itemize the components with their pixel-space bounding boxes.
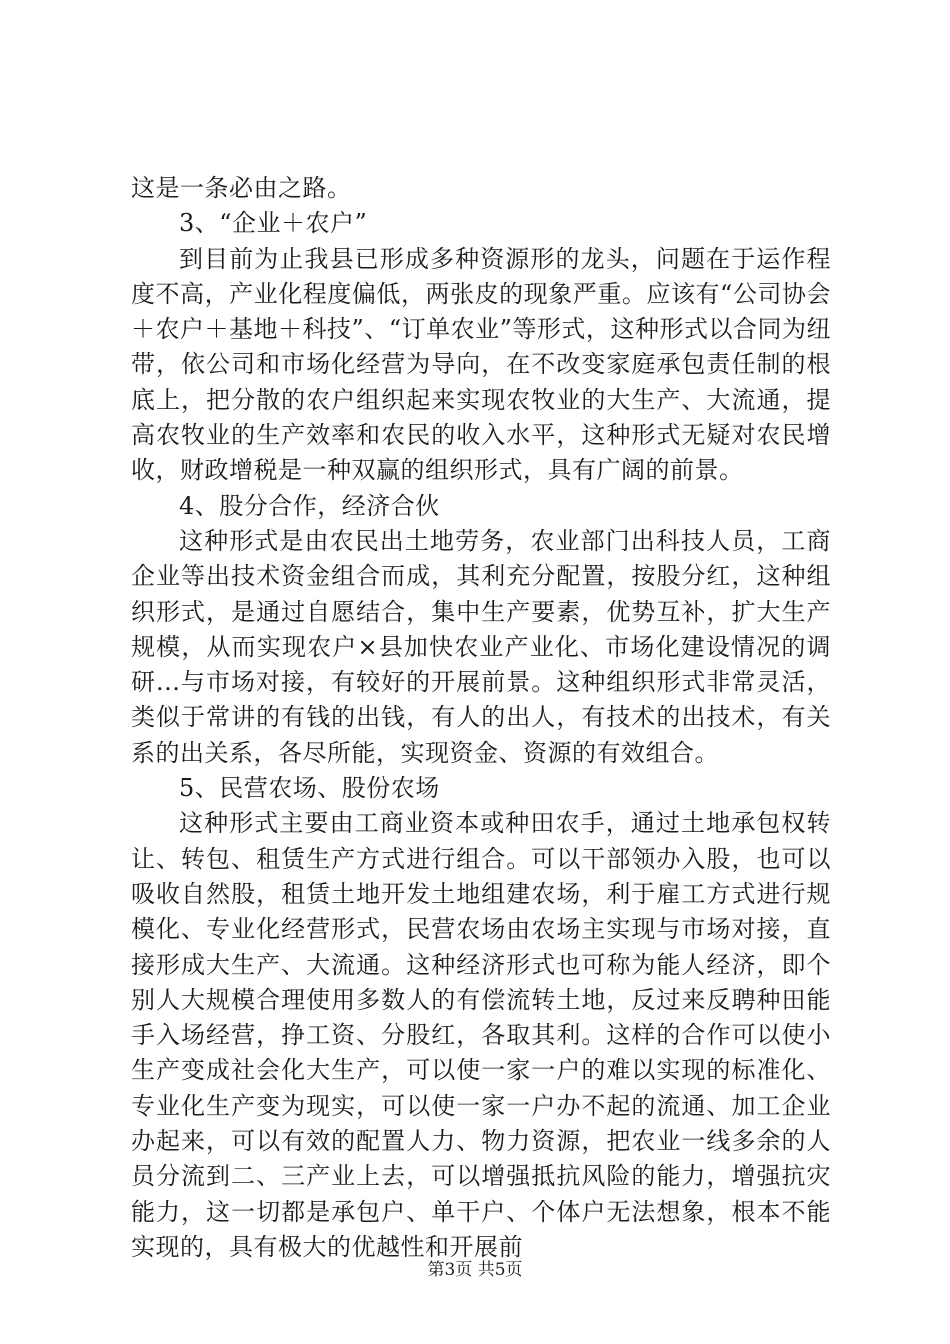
section-heading-5: 5、民营农场、股份农场 — [179, 774, 440, 803]
paragraph-section-4: 这种形式是由农民出土地劳务，农业部门出科技人员，工商企业等出技术资金组合而成，其利充分配置，按股分红，这种组织形式，是通过自愿结合，集中生产要素，优势互补，扩大生产规模，从而实现农户×县加快农业产业化、市场化建设情况的调研...与市场对接，有较好的开展前景。这种组织形式非常灵活，类似于常讲的有钱的出钱，有人的出人，有技术的出技术，有关系的出关系，各尽所能，实现资金、资源的有效组合。 — [131, 526, 831, 767]
paragraph-section-5: 这种形式主要由工商业资本或种田农手，通过土地承包权转让、转包、租赁生产方式进行组合。可以干部领办入股，也可以吸收自然股，租赁土地开发土地组建农场，利于雇工方式进行规模化、专业化经营形式，民营农场由农场主实现与市场对接，直接形成大生产、大流通。这种经济形式也可称为能人经济，即个别人大规模合理使用多数人的有偿流转土地，反过来反聘种田能手入场经营，挣工资、分股红，各取其利。这样的合作可以使小生产变成社会化大生产，可以使一家一户的难以实现的标准化、专业化生产变为现实，可以使一家一户办不起的流通、加工企业办起来，可以有效的配置人力、物力资源，把农业一线多余的人员分流到二、三产业上去，可以增强抵抗风险的能力，增强抗灾能力，这一切都是承包户、单干户、个体户无法想象，根本不能实现的，具有极大的优越性和开展前 — [131, 809, 831, 1261]
page-number-footer: 第3页 共5页 — [427, 1260, 523, 1280]
paragraph-continuation: 这是一条必由之路。 — [131, 174, 352, 202]
section-heading-3: 3、“企业＋农户” — [179, 209, 368, 238]
paragraph-section-3: 到目前为止我县已形成多种资源形的龙头，问题在于运作程度不高，产业化程度偏低，两张皮的现象严重。应该有“公司协会＋农户＋基地＋科技”、“订单农业”等形式，这种形式以合同为纽带，依公司和市场化经营为导向，在不改变家庭承包责任制的根底上，把分散的农户组织起来实现农牧业的大生产、大流通，提高农牧业的生产效率和农民的收入水平，这种形式无疑对农民增收，财政增税是一种双赢的组织形式，具有广阔的前景。 — [131, 244, 831, 485]
section-heading-4: 4、股分合作，经济合伙 — [179, 491, 440, 520]
document-body — [131, 171, 831, 1265]
